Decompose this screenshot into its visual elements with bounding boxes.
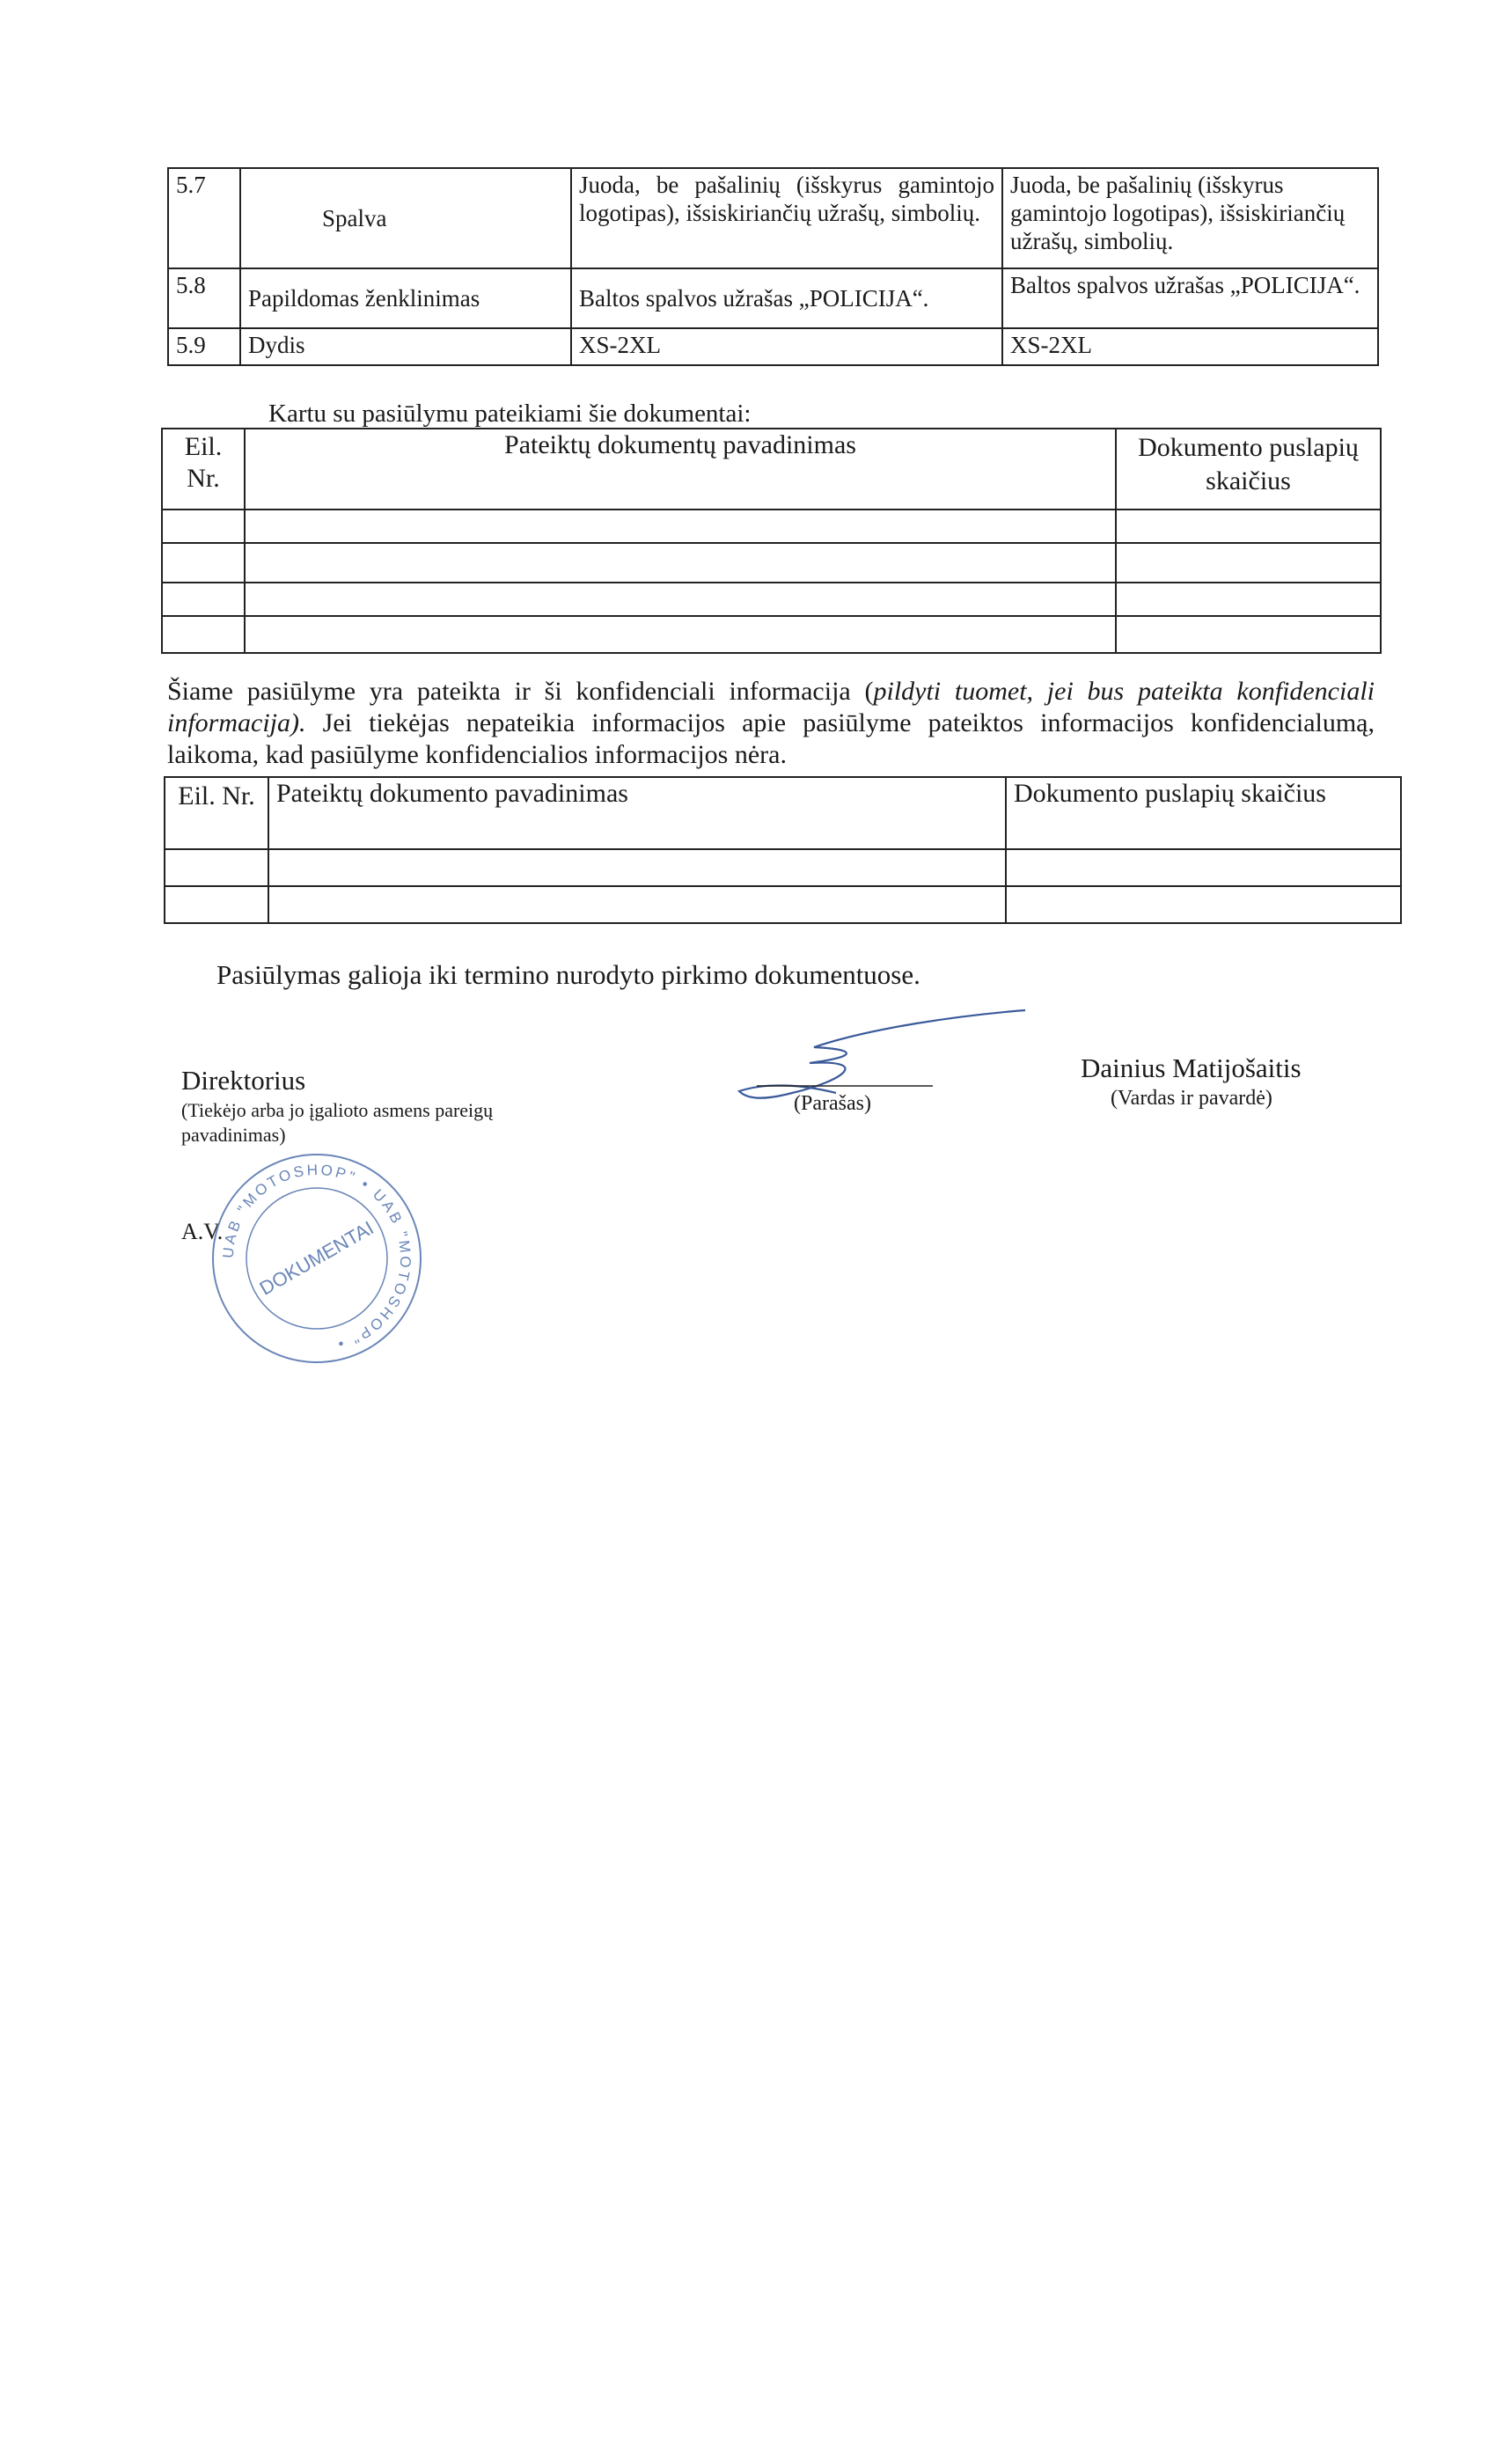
table-row <box>165 849 1401 886</box>
documents-heading: Kartu su pasiūlymu pateikiami šie dokumentai: <box>268 400 752 428</box>
validity-statement: Pasiūlymas galioja iki termino nurodyto pirkimo dokumentuose. <box>216 959 920 990</box>
signer-name: Dainius Matijošaitis <box>1081 1052 1302 1083</box>
spec-row-number: 5.7 <box>168 168 240 268</box>
table-row <box>162 583 1381 616</box>
spec-row <box>168 168 1378 268</box>
table-row <box>162 616 1381 653</box>
table-row <box>162 510 1381 543</box>
spec-row-offer: XS-2XL <box>1002 328 1378 365</box>
svg-text:DOKUMENTAI: DOKUMENTAI <box>255 1216 378 1300</box>
col-pages-header: Dokumento puslapių skaičius <box>1116 429 1381 510</box>
confidential-text-end: Jei tiekėjas nepateikia informacijos apie pasiūlyme pateiktos informacijos konfidencialumą, laikoma, kad pasiūlyme konfidencialios informacijos nėra. <box>167 708 1375 769</box>
documents-table <box>161 428 1382 654</box>
company-stamp <box>207 1148 427 1368</box>
name-caption: (Vardas ir pavardė) <box>1111 1087 1272 1110</box>
svg-text:UAB "MOTOSHOP" • UAB "MOTOSHOP: UAB "MOTOSHOP" • UAB "MOTOSHOP" • <box>219 1161 414 1353</box>
col-no-header: Eil. Nr. <box>165 777 268 849</box>
spec-row-name: Spalva <box>240 168 571 268</box>
spec-row-number: 5.8 <box>168 268 240 328</box>
confidential-text-italic: pildyti tuomet, jei bus pateikta konfidenciali informacija). <box>167 677 1375 737</box>
table-row <box>162 543 1381 583</box>
stamp-label: A.V. <box>181 1219 224 1244</box>
table-header-row <box>162 429 1381 510</box>
table-row <box>165 886 1401 923</box>
position-title: Direktorius <box>181 1065 306 1096</box>
spec-row <box>168 268 1378 328</box>
spec-row-requirement: XS-2XL <box>571 328 1002 365</box>
spec-table <box>167 167 1379 366</box>
signature-caption: (Parašas) <box>794 1092 871 1115</box>
spec-row-name: Papildomas ženklinimas <box>240 268 571 328</box>
spec-row-offer: Juoda, be pašalinių (išskyrus gamintojo logotipas), išsiskiriančių užrašų, simbolių. <box>1002 168 1378 268</box>
spec-row-name: Dydis <box>240 328 571 365</box>
spec-row-number: 5.9 <box>168 328 240 365</box>
table-header-row <box>165 777 1401 849</box>
spec-row-requirement: Baltos spalvos užrašas „POLICIJA“. <box>571 268 1002 328</box>
position-caption: (Tiekėjo arba jo įgalioto asmens pareigų pavadinimas) <box>181 1099 494 1146</box>
spec-row <box>168 328 1378 365</box>
signature-graphic <box>730 1003 1030 1126</box>
col-pages-header: Dokumento puslapių skaičius <box>1006 777 1401 849</box>
spec-row-requirement: Juoda, be pašalinių (išskyrus gamintojo logotipas), išsiskiriančių užrašų, simbolių. <box>571 168 1002 268</box>
col-name-header: Pateiktų dokumentų pavadinimas <box>245 429 1116 510</box>
confidential-text-start: Šiame pasiūlyme yra pateikta ir ši konfidenciali informacija ( <box>167 677 874 706</box>
spec-row-offer: Baltos spalvos užrašas „POLICIJA“. <box>1002 268 1378 328</box>
col-name-header: Pateiktų dokumento pavadinimas <box>268 777 1006 849</box>
confidential-paragraph <box>167 676 1375 771</box>
col-no-header: Eil. Nr. <box>162 429 245 510</box>
confidential-table <box>164 776 1402 924</box>
